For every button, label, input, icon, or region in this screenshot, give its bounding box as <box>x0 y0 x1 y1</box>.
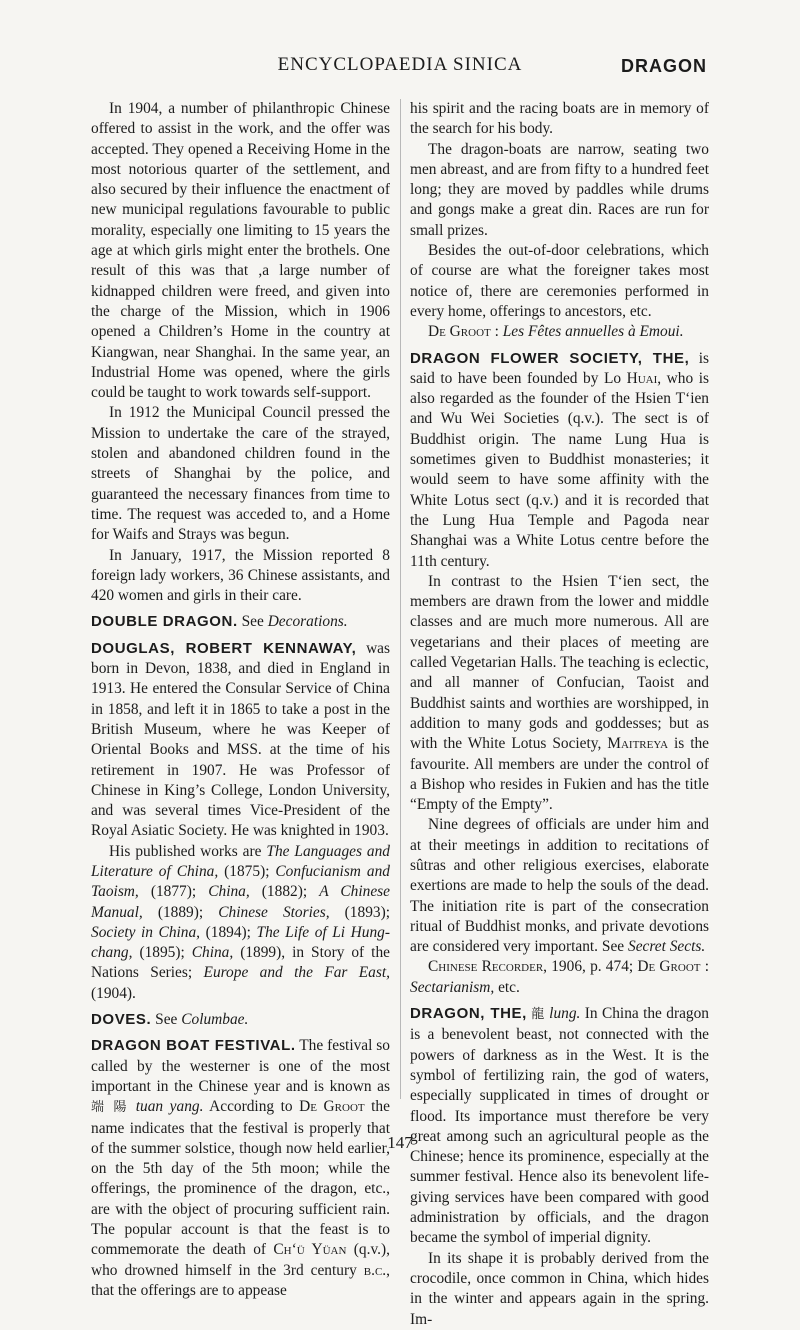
references-line: Chinese Recorder, 1906, p. 474; De Groot : Sectarianism, etc. <box>410 958 709 996</box>
douglas-works: His published works are The Languages and Literature of China, (1875); Confucianism and Taoism, (1877); China, (1882); A Chinese Manual, (1889); Chinese Stories, (1893); Society in China, (1894); The Life of Li Hung-chang, (1895); China, (1899), in Story of the Nations Series; Europe and the Far East, (1904). <box>91 842 390 1002</box>
left-column <box>91 99 390 1301</box>
headword-dragon-flower-society: DRAGON FLOWER SOCIETY, THE, <box>410 349 690 367</box>
running-title: ENCYCLOPAEDIA SINICA <box>277 54 523 75</box>
page-number: 147 <box>387 1133 413 1152</box>
nine-degrees-paragraph: Nine degrees of officials are under him and at their meetings in addition to recitations of sûtras and other religious exercises, elaborate exertions are made to help the souls of the dead. The initiation rite is part of the consecration ritual of Buddhist monks, and private devotions are considered very important. See Secret Sects. <box>410 816 709 956</box>
reference-de-groot: De Groot : Les Fêtes annuelles à Emoui. <box>428 323 684 341</box>
column-divider <box>400 99 401 1099</box>
running-key-word: DRAGON <box>621 56 707 76</box>
headword-douglas: DOUGLAS, ROBERT KENNAWAY, <box>91 639 357 657</box>
headword-dragon: DRAGON, THE, <box>410 1005 527 1023</box>
mission-paragraph-1904: In 1904, a number of philanthropic Chinese offered to assist in the work, and the offer was accepted. They opened a Receiving Home in the most notorious quarter of the settlement, and also secured by their influence the enactment of new municipal regulations favourable to public morality, especially one limiting to 15 years the age at which girls might enter the brothels. One result of this was that ,a large number of kidnapped children were freed, and given into the charge of the Mission, which in 1906 opened a Children’s Home in the country at Kiangwan, near Shanghai. In the same year, an Industrial Home was opened, where the girls could be taught to work towards self-support. <box>91 100 390 402</box>
headword-dragon-boat-festival: DRAGON BOAT FESTIVAL. <box>91 1037 296 1055</box>
mission-paragraph-1912: In 1912 the Municipal Council pressed the Mission to undertake the care of the strayed, stolen and abandoned children found in the streets of Shanghai by the police, and guaranteed the necessary finances from time to time. The request was acceded to, and a Home for Waifs and Strays was begun. <box>91 404 390 544</box>
cross-reference: Decorations. <box>267 613 348 631</box>
entry-doves: DOVES. See Columbae. <box>91 1011 249 1029</box>
cross-reference: Columbae. <box>181 1011 249 1029</box>
page-header <box>0 54 800 84</box>
headword-doves: DOVES. <box>91 1011 152 1029</box>
chinese-characters: 端 陽 <box>91 1100 130 1116</box>
headword-double-dragon: DOUBLE DRAGON. <box>91 613 238 631</box>
entry-dragon: DRAGON, THE, 龍 lung. In China the dragon is a benevolent beast, not connected with the powers of darkness as in the West. It is the symbol of fertilizing rain, the god of waters, especially supplicated in times of drought or flood. Its importance must therefore be very great among such an agricultural people as the Chinese; hence its prominence, especially at the summer festival. Hence also its benevolent life-giving services have been compared with good administration by officials, and the dragon became the symbol of imperial dignity. <box>410 1005 709 1247</box>
celebrations-paragraph: Besides the out-of-door celebrations, which of course are what the foreigner takes most notice of, there are ceremonies performed in every home, offerings to ancestors, etc. <box>410 242 709 320</box>
cross-reference: Secret Sects. <box>628 938 706 956</box>
entry-double-dragon: DOUBLE DRAGON. See Decorations. <box>91 613 348 631</box>
chinese-character: 龍 <box>531 1007 545 1023</box>
entry-douglas: DOUGLAS, ROBERT KENNAWAY, was born in Devon, 1838, and died in England in 1913. He entered the Consular Service of China in 1858, and left it in 1865 to take a post in the British Museum, where he was Keeper of Oriental Books and MSS. at the time of his retirement in 1907. He was Professor of Chinese in King’s College, London University, and was several times Vice-President of the Royal Asiatic Society. He was knighted in 1903. <box>91 639 390 840</box>
dragon-shape-paragraph: In its shape it is probably derived from the crocodile, once common in China, which hides in the winter and appears again in the spring. Im- <box>410 1249 709 1328</box>
hsien-tien-contrast: In contrast to the Hsien T‘ien sect, the members are drawn from the lower and middle classes and are much more numerous. All are vegetarians and their places of meeting are called Vegetarian Halls. The teaching is eclectic, and all manner of Confucian, Taoist and Buddhist saints and worthies are worshipped, in addition to many gods and goddesses; but as with the White Lotus Society, Maitreya is the favourite. All members are under the control of a Bishop who resides in Fukien and has the title “Empty of the Empty”. <box>410 572 709 814</box>
entry-dragon-flower-society: DRAGON FLOWER SOCIETY, THE, is said to have been founded by Lo Huai, who is also regarded as the founder of the Hsien T‘ien and Wu Wei Societies (q.v.). The sect is of Buddhist origin. The name Lung Hua is sometimes given to Buddhist monasteries; it would seem to have some affinity with the White Lotus sect (q.v.) and it is recorded that the Lung Hua Temple and Pagoda near Shanghai was a White Lotus centre before the 11th century. <box>410 349 710 570</box>
dragon-boat-continued: his spirit and the racing boats are in memory of the search for his body. <box>410 100 709 138</box>
mission-paragraph-1917: In January, 1917, the Mission reported 8 foreign lady workers, 36 Chinese assistants, and 420 women and girls in their care. <box>91 546 390 605</box>
dragon-boats-description: The dragon-boats are narrow, seating two men abreast, and are from fifty to a hundred feet long; they are moved by paddles while drums and gongs make a great din. Races are run for small prizes. <box>410 140 709 239</box>
entry-dragon-boat-festival: DRAGON BOAT FESTIVAL. The festival so called by the westerner is one of the most important in the Chinese year and is known as 端 陽 tuan yang. According to De Groot the name indicates that the festival is properly that of the summer solstice, though now held earlier, on the 5th day of the 5th moon; while the offerings, the prominence of the dragon, etc., are with the object of procuring sufficient rain. The popular account is that the feast is to commemorate the death of Ch‘ü Yüan (q.v.), who drowned himself in the 3rd century b.c., that the offerings are to appease <box>91 1037 390 1299</box>
